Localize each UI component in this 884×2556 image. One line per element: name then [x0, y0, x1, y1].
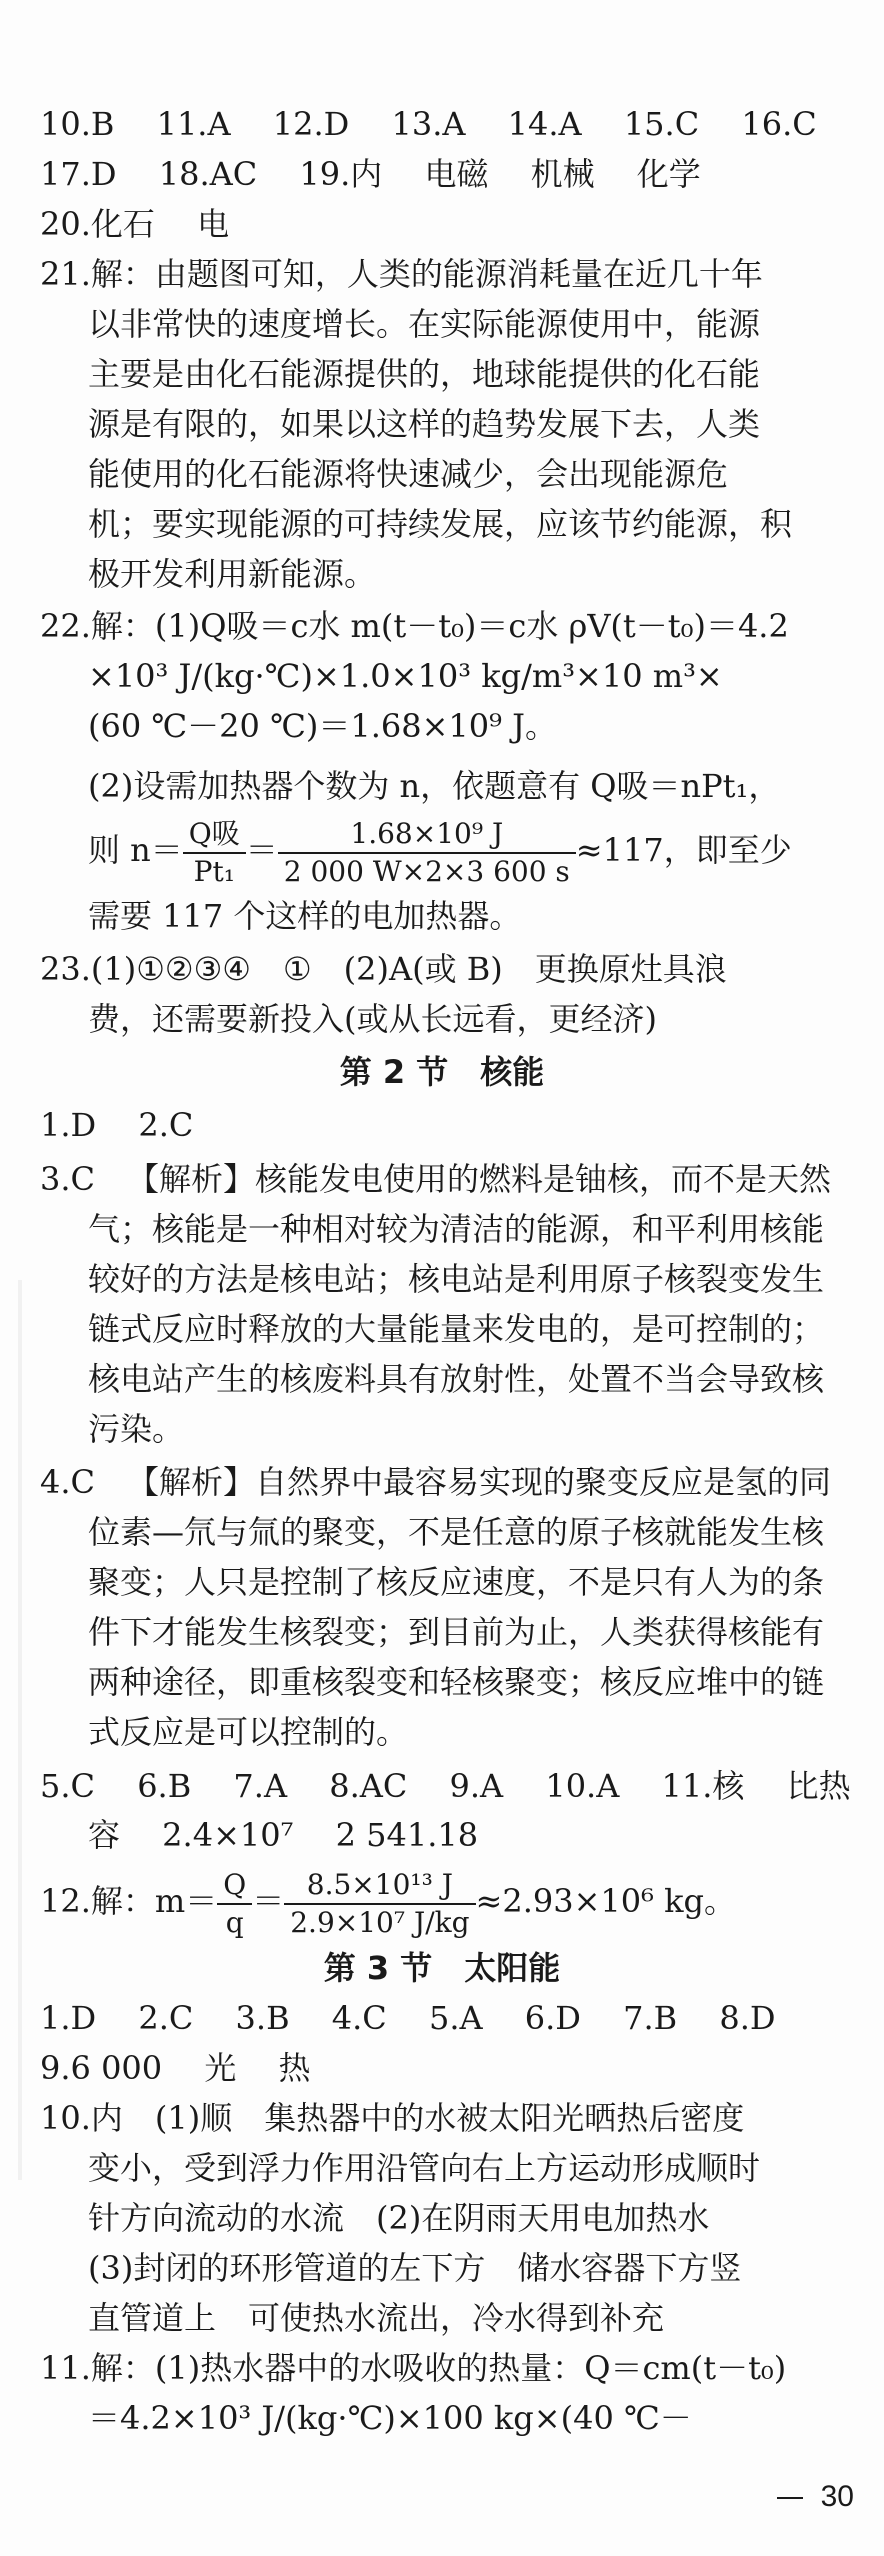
sec2-answer-4-line-5: 两种途径，即重核裂变和轻核聚变；核反应堆中的链 [88, 1663, 825, 1701]
answer-21-line-7: 极开发利用新能源。 [88, 555, 377, 593]
fraction-heat-over-value [284, 1867, 475, 1941]
sec3-answer-11-line-2: ＝4.2×10³ J/(kg·℃)×100 kg×(40 ℃－ [88, 2399, 692, 2437]
sec3-answer-10-line-4: (3)封闭的环形管道的左下方 储水容器下方竖 [88, 2249, 742, 2287]
equals-sign: ＝ [245, 831, 278, 869]
fraction-energy-over-power [278, 816, 576, 890]
sec2-answer-3-line-3: 较好的方法是核电站；核电站是利用原子核裂变发生 [88, 1260, 825, 1298]
sec2-answer-3-line-4: 链式反应时释放的大量能量来发电的，是可控制的； [88, 1310, 825, 1348]
sec2-answers-5-11: 5.C 6.B 7.A 8.AC 9.A 10.A 11.核 比热 [40, 1767, 851, 1805]
answer-22-line-6: 需要 117 个这样的电加热器。 [88, 897, 522, 935]
answer-21-line-3: 主要是由化石能源提供的，地球能提供的化石能 [88, 355, 761, 393]
page-number-text: 30 [820, 2480, 854, 2513]
sec2-answer-3-line-6: 污染。 [88, 1410, 185, 1448]
sec3-answer-11-line-1: 11.解：(1)热水器中的水吸收的热量：Q＝cm(t－t₀) [40, 2349, 787, 2387]
formula-result: ≈117，即至少 [575, 831, 792, 869]
sec2-answer-3-line-5: 核电站产生的核废料具有放射性，处置不当会导致核 [88, 1360, 825, 1398]
formula-prefix: 12.解：m＝ [40, 1882, 218, 1920]
sec2-answer-4-line-4: 件下才能发生核裂变；到目前为止，人类获得核能有 [88, 1613, 825, 1651]
answer-22-line-1: 22.解：(1)Q吸＝c水 m(t－t₀)＝c水 ρV(t－t₀)＝4.2 [40, 607, 789, 645]
equals-sign: ＝ [252, 1882, 285, 1920]
section-2-heading: 第 2 节 核能 [339, 1053, 545, 1091]
answer-22-line-3: (60 ℃－20 ℃)＝1.68×10⁹ J。 [88, 707, 557, 745]
sec2-answer-3-line-2: 气；核能是一种相对较为清洁的能源，和平利用核能 [88, 1210, 825, 1248]
sec2-answer-12-formula [40, 1856, 840, 1946]
answers-17-19: 17.D 18.AC 19.内 电磁 机械 化学 [40, 155, 701, 193]
answer-22-line-4: (2)设需加热器个数为 n，依题意有 Q吸＝nPt₁， [88, 767, 781, 805]
fraction-denominator: 2 000 W×2×3 600 s [283, 854, 570, 888]
answer-20: 20.化石 电 [40, 205, 230, 243]
page-number-dash [777, 2497, 803, 2499]
answer-21-line-1: 21.解：由题图可知，人类的能源消耗量在近几十年 [40, 255, 763, 293]
fraction-q-over-pt [183, 816, 246, 890]
sec2-answer-4-line-1: 4.C 【解析】自然界中最容易实现的聚变反应是氢的同 [40, 1463, 832, 1501]
fraction-denominator: 2.9×10⁷ J/kg [290, 1905, 470, 1939]
fraction-q-over-q [217, 1867, 252, 1941]
sec3-answer-10-line-3: 针方向流动的水流 (2)在阴雨天用电加热水 [88, 2199, 710, 2237]
formula-result: ≈2.93×10⁶ kg。 [475, 1882, 737, 1920]
sec2-answers-1-2: 1.D 2.C [40, 1106, 194, 1144]
formula-prefix: 则 n＝ [88, 831, 183, 869]
fraction-denominator: Pt₁ [193, 854, 235, 888]
answer-22-formula [88, 805, 884, 895]
fraction-numerator: Q [217, 1867, 252, 1905]
answer-22-line-2: ×10³ J/(kg·℃)×1.0×10³ kg/m³×10 m³× [88, 657, 723, 695]
sec2-answer-11-cont: 容 2.4×10⁷ 2 541.18 [88, 1816, 479, 1854]
section-3-heading: 第 3 节 太阳能 [323, 1949, 561, 1987]
fraction-numerator: 1.68×10⁹ J [278, 816, 576, 854]
answers-10-16: 10.B 11.A 12.D 13.A 14.A 15.C 16.C [40, 105, 817, 143]
fraction-numerator: Q吸 [183, 816, 246, 854]
sec3-answer-10-line-5: 直管道上 可使热水流出，冷水得到补充 [88, 2299, 665, 2337]
sec2-answer-4-line-3: 聚变；人只是控制了核反应速度，不是只有人为的条 [88, 1563, 825, 1601]
fraction-denominator: q [225, 1905, 244, 1939]
answer-21-line-6: 机；要实现能源的可持续发展，应该节约能源，积 [88, 505, 793, 543]
sec3-answer-10-line-1: 10.内 (1)顺 集热器中的水被太阳光晒热后密度 [40, 2099, 745, 2137]
sec3-answer-9: 9.6 000 光 热 [40, 2049, 311, 2087]
sec2-answer-3-line-1: 3.C 【解析】核能发电使用的燃料是铀核，而不是天然 [40, 1160, 832, 1198]
fraction-numerator: 8.5×10¹³ J [284, 1867, 475, 1905]
answer-23-line-2: 费，还需要新投入(或从长远看，更经济) [88, 1000, 657, 1038]
sec3-answer-10-line-2: 变小，受到浮力作用沿管向右上方运动形成顺时 [88, 2149, 761, 2187]
answer-21-line-5: 能使用的化石能源将快速减少，会出现能源危 [88, 455, 729, 493]
answer-21-line-4: 源是有限的，如果以这样的趋势发展下去，人类 [88, 405, 761, 443]
scan-shadow [18, 1280, 22, 2180]
sec2-answer-4-line-2: 位素—氘与氚的聚变，不是任意的原子核就能发生核 [88, 1513, 825, 1551]
sec3-answers-1-8: 1.D 2.C 3.B 4.C 5.A 6.D 7.B 8.D [40, 1999, 776, 2037]
answer-23-line-1: 23.(1)①②③④ ① (2)A(或 B) 更换原灶具浪 [40, 950, 727, 988]
sec2-answer-4-line-6: 式反应是可以控制的。 [88, 1713, 409, 1751]
answer-21-line-2: 以非常快的速度增长。在实际能源使用中，能源 [88, 305, 761, 343]
page-number [777, 2480, 854, 2514]
